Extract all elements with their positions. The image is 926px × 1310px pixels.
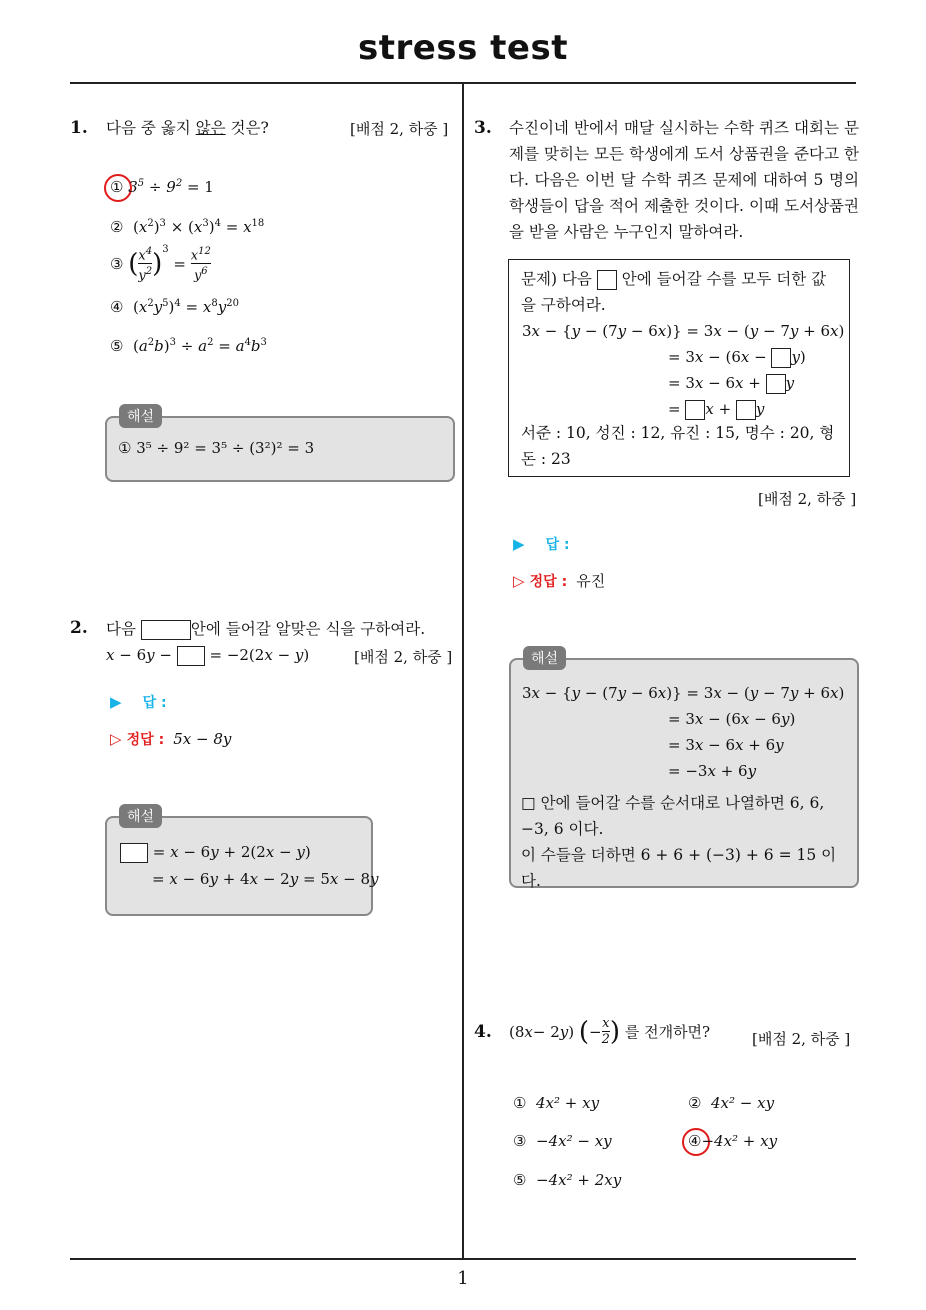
- triangle-outline-icon: ▷: [110, 730, 122, 748]
- problem-text: 문제) 다음 안에 들어갈 수를 모두 더한 값을 구하여라.: [521, 270, 827, 314]
- score-label: [배점 2, 하중 ]: [752, 1030, 851, 1048]
- explanation-tag: 해설: [119, 404, 162, 428]
- option-2[interactable]: ② $(x^2)^3 \times (x^3)^4 = x^{18}$: [110, 218, 265, 236]
- answer-label: 답 :: [142, 695, 167, 711]
- question-number: 1.: [70, 118, 88, 138]
- problem-equation-2: = 3x − (6x − y): [668, 348, 806, 366]
- explanation-line-2: = x − 6y + 4x − 2y = 5x − 8y: [152, 870, 379, 888]
- page-number: 1: [457, 1268, 469, 1289]
- option-2[interactable]: ② 4x² − xy: [688, 1094, 775, 1112]
- explanation-equation-2: = 3x − (6x − 6y): [668, 710, 796, 728]
- explanation-equation-1: 3x − {y − (7y − 6x)} = 3x − (y − 7y + 6x): [522, 684, 845, 702]
- question-text: (8 x − 2 y ) ( − $\frac{x}{2}$ ) 를 전개하면?: [509, 1016, 711, 1047]
- explanation-tag: 해설: [119, 804, 162, 828]
- underlined-word: 않은: [195, 119, 226, 137]
- column-divider: [462, 84, 464, 1259]
- score-label: [배점 2, 하중 ]: [354, 648, 453, 666]
- triangle-outline-icon: ▷: [513, 572, 525, 590]
- option-5[interactable]: ⑤ $(a^2b)^3 \div a^2 = a^4b^3$: [110, 337, 267, 355]
- explanation-text-2: 이 수들을 더하면 6 + 6 + (−3) + 6 = 15 이다.: [521, 846, 837, 890]
- question-number: 2.: [70, 618, 88, 638]
- explanation-equation-4: = −3x + 6y: [668, 762, 757, 780]
- option-1[interactable]: ① $3^5 \div 9^2 = 1$: [110, 178, 214, 196]
- correct-answer: 5x − 8y: [173, 730, 232, 748]
- answer-row[interactable]: [110, 692, 167, 712]
- answer-row[interactable]: [513, 534, 570, 554]
- option-3[interactable]: ③ −4x² − xy: [513, 1132, 612, 1150]
- students-answers: 서준 : 10, 성진 : 12, 유진 : 15, 명수 : 20, 형돈 : 23: [521, 424, 835, 468]
- play-arrow-icon: ▶: [110, 693, 122, 711]
- option-4[interactable]: ④ $(x^2y^5)^4 = x^8y^{20}$: [110, 298, 239, 316]
- option-5[interactable]: ⑤ −4x² + 2xy: [513, 1171, 622, 1189]
- correct-label: 정답 :: [126, 732, 165, 748]
- problem-equation-3: = 3x − 6x + y: [668, 374, 795, 392]
- question-equation: x − 6y − = −2(2x − y): [106, 646, 310, 664]
- blank-box: [141, 620, 191, 640]
- question-text: 다음 안에 들어갈 알맞은 식을 구하여라.: [106, 620, 426, 638]
- correct-answer-row: [513, 570, 605, 591]
- option-3[interactable]: ③ ( $\frac{x^4}{y^2}$ ) $^3$ = $\frac{x^{12}}{y^6}$: [110, 244, 211, 284]
- explanation-box: [105, 816, 373, 916]
- explanation-text: ① 3⁵ ÷ 9² = 3⁵ ÷ (3²)² = 3: [118, 439, 315, 457]
- question-number: 4.: [474, 1022, 492, 1042]
- option-1[interactable]: ① 4x² + xy: [513, 1094, 600, 1112]
- correct-label: 정답 :: [529, 574, 568, 590]
- explanation-tag: 해설: [523, 646, 566, 670]
- correct-answer: 유진: [576, 572, 606, 590]
- problem-equation-1: 3x − {y − (7y − 6x)} = 3x − (y − 7y + 6x): [522, 322, 845, 340]
- footer-rule: [70, 1258, 856, 1260]
- play-arrow-icon: ▶: [513, 535, 525, 553]
- explanation-text-1: □ 안에 들어갈 수를 순서대로 나열하면 6, 6, −3, 6 이다.: [521, 794, 825, 838]
- problem-equation-4: = x + y: [668, 400, 765, 418]
- score-label: [배점 2, 하중 ]: [758, 490, 857, 508]
- question-text: 다음 중 옳지 않은 것은?: [106, 119, 269, 137]
- correct-answer-row: [110, 729, 231, 749]
- score-label: [배점 2, 하중 ]: [350, 120, 449, 138]
- question-number: 3.: [474, 118, 492, 138]
- page-title: stress test: [358, 28, 568, 68]
- question-text: 수진이네 반에서 매달 실시하는 수학 퀴즈 대회는 문제를 맞히는 모든 학생에게 도서 상품권을 준다고 한다. 다음은 이번 달 수학 퀴즈 문제에 대하여 5 명의 학생들이 답을 적어 제출한 것이다. 이때 도서상품권을 받을 사람은 누구인지 말하여라.: [509, 119, 859, 241]
- answer-label: 답 :: [545, 537, 570, 553]
- explanation-line-1: = x − 6y + 2(2x − y): [120, 843, 311, 863]
- explanation-equation-3: = 3x − 6x + 6y: [668, 736, 784, 754]
- option-4[interactable]: ④−4x² + xy: [688, 1132, 778, 1150]
